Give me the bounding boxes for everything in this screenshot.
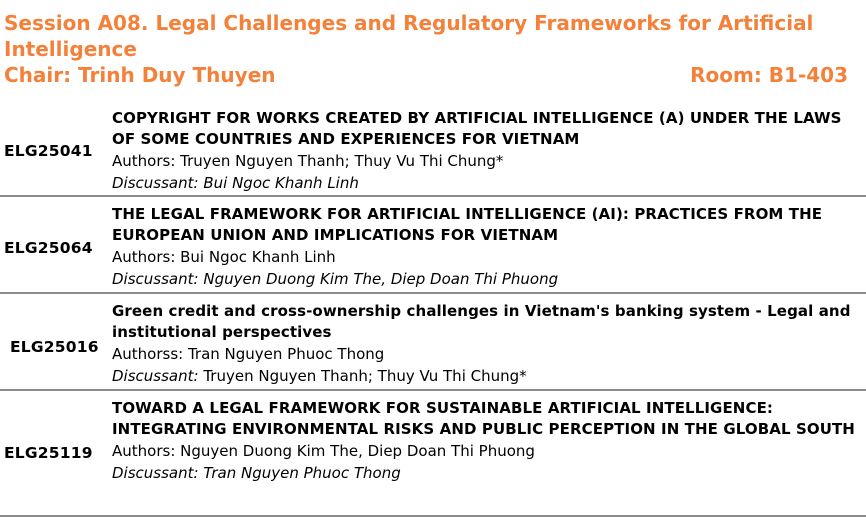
session-title: Session A08. Legal Challenges and Regulatory Frameworks for Artificial Intelligence [4, 11, 814, 61]
paper-title: TOWARD A LEGAL FRAMEWORK FOR SUSTAINABLE ARTIFICIAL INTELLIGENCE: INTEGRATING ENVIRONMENTAL RISKS AND PUBLIC PERCEPTION IN THE GLOBAL SOUTH [112, 399, 855, 438]
paper-row [0, 197, 866, 294]
paper-details [112, 398, 862, 484]
discussant-name: Truyen Nguyen Thanh; Thuy Vu Thi Chung* [203, 367, 527, 385]
session-header [4, 10, 860, 88]
paper-authors: Authors: Truyen Nguyen Thanh; Thuy Vu Thi Chung* [112, 152, 504, 170]
paper-row [0, 391, 866, 517]
paper-code: ELG25016 [10, 338, 99, 356]
paper-row [0, 294, 866, 391]
paper-authors: Authorss: Tran Nguyen Phuoc Thong [112, 345, 385, 363]
paper-authors: Authors: Nguyen Duong Kim The, Diep Doan Thi Phuong [112, 442, 535, 460]
paper-discussant [112, 462, 862, 484]
paper-title: THE LEGAL FRAMEWORK FOR ARTIFICIAL INTELLIGENCE (AI): PRACTICES FROM THE EUROPEAN UNION AND IMPLICATIONS FOR VIETNAM [112, 205, 823, 244]
session-meta [4, 62, 860, 88]
paper-details [112, 204, 862, 290]
paper-authors: Authors: Bui Ngoc Khanh Linh [112, 248, 336, 266]
paper-discussant [112, 268, 862, 290]
discussant-label: Discussant: [112, 270, 199, 288]
paper-discussant [112, 172, 862, 194]
paper-code: ELG25041 [4, 142, 93, 160]
session-chair: Chair: Trinh Duy Thuyen [4, 63, 276, 87]
discussant-name: Nguyen Duong Kim The, Diep Doan Thi Phuong [203, 270, 559, 288]
paper-title: COPYRIGHT FOR WORKS CREATED BY ARTIFICIAL INTELLIGENCE (A) UNDER THE LAWS OF SOME COUNTRIES AND EXPERIENCES FOR VIETNAM [112, 109, 842, 148]
paper-code: ELG25064 [4, 239, 93, 257]
paper-code: ELG25119 [4, 444, 93, 462]
discussant-name: Tran Nguyen Phuoc Thong [203, 464, 401, 482]
paper-details [112, 301, 862, 387]
paper-table [0, 103, 866, 517]
paper-discussant [112, 365, 862, 387]
paper-row [0, 103, 866, 197]
discussant-label: Discussant: [112, 367, 199, 385]
session-room: Room: B1-403 [690, 63, 848, 87]
discussant-label: Discussant: [112, 174, 199, 192]
paper-title: Green credit and cross-ownership challenges in Vietnam's banking system - Legal and institutional perspectives [112, 302, 851, 341]
paper-details [112, 108, 862, 194]
discussant-label: Discussant: [112, 464, 199, 482]
discussant-name: Bui Ngoc Khanh Linh [203, 174, 359, 192]
